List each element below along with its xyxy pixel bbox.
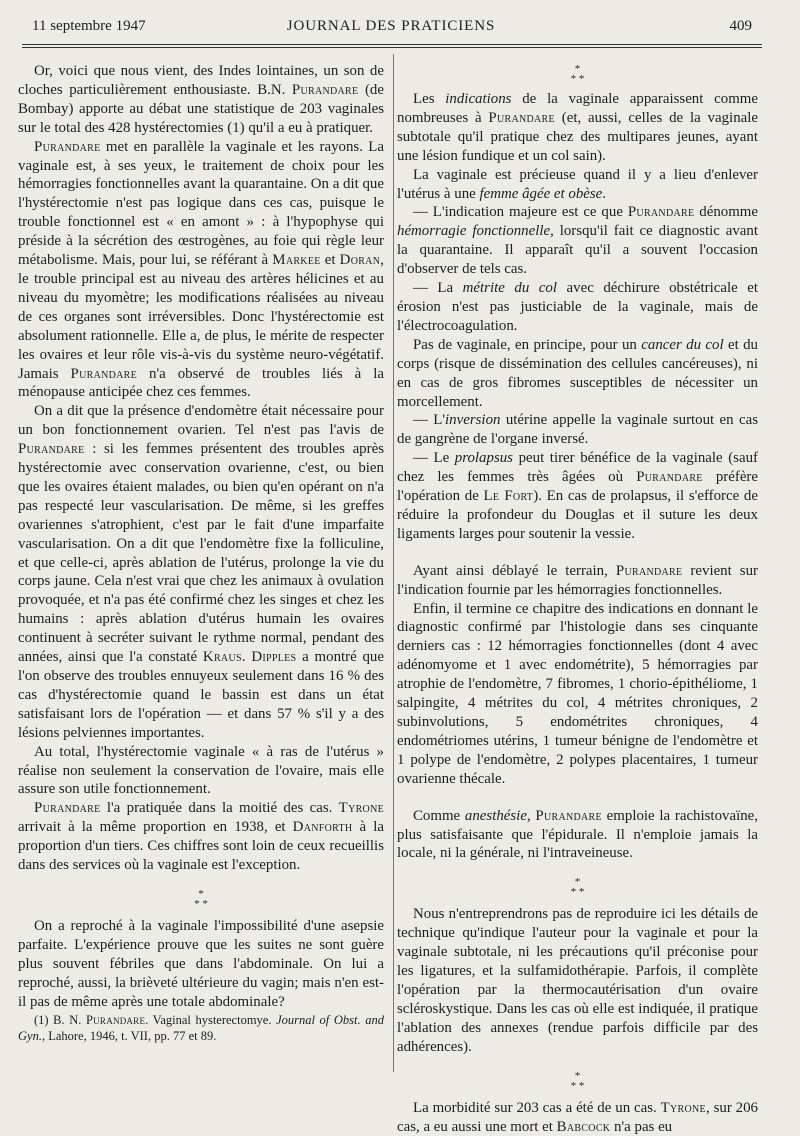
header-date: 11 septembre 1947 <box>32 18 146 34</box>
header-journal-title: JOURNAL DES PRATICIENS <box>286 18 496 34</box>
paragraph: La vaginale est précieuse quand il y a lieu d'enlever l'utérus à une femme âgée et obèse. <box>397 166 758 202</box>
paragraph: Nous n'entreprendrons pas de reproduire ici les détails de technique qu'indique l'auteur pour la vaginale et pour la vaginale subtotale, ni les précautions qu'il préconise pour les ligatures, et la sulfamidothérapie. Parfois, il complète l'opération par la thermocautérisation d'un ovaire scléroskystique. Dans les cas où elle est indiquée, il pratique l'ablation des annexes (rendue parfois difficile par des adhérences). <box>397 906 758 1055</box>
left-column <box>18 62 384 1044</box>
column-divider <box>393 54 394 1072</box>
paragraph: — L'inversion utérine appelle la vaginale surtout en cas de gangrène de l'organe inversé. <box>397 412 758 448</box>
right-column <box>397 63 758 1136</box>
paragraph: Pas de vaginale, en principe, pour un cancer du col et du corps (risque de dissémination des cellules cancéreuses), ni en cas de gros fibromes susceptibles de nécessiter un morcellement. <box>397 336 758 410</box>
section-separator-stars: * * * <box>194 887 208 910</box>
paragraph: Les indications de la vaginale apparaissent comme nombreuses à Purandare (et, aussi, celles de la vaginale subtotale qu'il pratique chez des multipares jeunes, ayant une lésion fundique et un col sain). <box>397 91 758 164</box>
section-separator-stars: * * * <box>570 1069 585 1092</box>
paragraph: On a dit que la présence d'endomètre était nécessaire pour un bon fonctionnement ovarien. Tel n'est pas l'avis de Purandare : si les femmes présentent des troubles après hystérectomie avec conservation ovarienne, c'est, ou bien que les ovaires étaient malades, ou bien qu'en opérant on n'a pas respecté leur vascularisation. De même, si les greffes ovariennes s'atrophient, c'est par le fait d'une imparfaite vascularisation. On a dit que l'endomètre fixe la folliculine, et que celle-ci, après ablation de l'utérus, prolonge la vie du corps jaune. Cela n'est vrai que chez les animaux à ovulation provoquée, et n'a pas été confirmé chez les singes et chez les humains : après ablation d'utérus humain les ovaires continuent à secréter suivant le rythme normal, pendant des années, ainsi que l'a constaté Kraus. Dipples a montré que l'on observe des troubles ennuyeux seulement dans 16 % des cas d'hystérectomie quand le bassin est dans un état satisfaisant lors de l'opération — et dans 57 % s'il y a des lésions pelviennes importantes. <box>18 403 384 741</box>
paragraph: On a reproché à la vaginale l'impossibilité d'une asepsie parfaite. L'expérience prouve que les suites ne sont guère plus souvent fébriles que dans l'abdominale. On lui a reproché, aussi, la brièveté ultérieure du vagin; mais n'en est-il pas de même après une totale abdominale? <box>18 917 384 1010</box>
paragraph: Purandare l'a pratiquée dans la moitié des cas. Tyrone arrivait à la même proportion en 1938, et Danforth à la proportion d'un tiers. Ces chiffres sont loin de ceux recueillis dans des services où la vaginale est l'exception. <box>18 800 384 874</box>
paragraph: Au total, l'hystérectomie vaginale « à ras de l'utérus » réalise non seulement la conservation de l'ovaire, mais elle assure son utile fonctionnement. <box>18 743 384 798</box>
paragraph: Comme anesthésie, Purandare emploie la rachistovaïne, plus satisfaisante que l'épidurale. Il n'emploie jamais la locale, ni la générale, ni l'intraveineuse. <box>397 807 758 862</box>
paragraph: Or, voici que nous vient, des Indes lointaines, un son de cloches particulièrement enthousiaste. B.N. Purandare (de Bombay) apporte au débat une statistique de 203 vaginales sur le total des 428 hystérectomies (1) qu'il a eu à pratiquer. <box>18 63 384 136</box>
paragraph: — L'indication majeure est ce que Purandare dénomme hémorragie fonctionnelle, lorsqu'il fait ce diagnostic avant la quarantaine. Il apparaît qu'il a souvent l'occasion d'observer de tels cas. <box>397 204 758 278</box>
page-header <box>28 14 754 44</box>
header-page-number: 409 <box>729 18 752 34</box>
paragraph: — La métrite du col avec déchirure obstétricale et érosion n'est pas justiciable de la vaginale, mais de l'électrocoagulation. <box>397 280 758 334</box>
section-separator-stars: * * * <box>570 63 585 85</box>
paragraph: Purandare met en parallèle la vaginale et les rayons. La vaginale est, à ses yeux, le traitement de choix pour les hémorragies fonctionnelles avant la quarantaine. On a dit que l'hystérectomie n'est pas logique dans ces cas, puisque le trouble fonctionnel est « en amont » : à l'hypophyse qui préside à la sécrétion des œstrogènes, au foie qui règle leur métabolisme. Mais, pour lui, se référant à Markee et Doran, le trouble principal est au niveau des artères hélicines et au niveau du myomètre; les modifications réalisées au niveau de ces organes sont irréversibles. Donc l'hystérectomie est absolument rationnelle. Elle a, de plus, le mérite de respecter les ovaires et leur rôle vis-à-vis du système neuro-végétatif. Jamais Purandare n'a observé de troubles liés à la ménopause anticipée chez ces femmes. <box>18 138 384 401</box>
section-separator-stars: * * * <box>570 876 585 899</box>
paragraph: La morbidité sur 203 cas a été de un cas. Tyrone, sur 206 cas, a eu aussi une mort et Babcock n'a pas eu <box>397 1099 758 1135</box>
header-rule <box>22 44 762 48</box>
paragraph: Enfin, il termine ce chapitre des indications en donnant le diagnostic confirmé par l'histologie dans ses cinquante derniers cas : 12 hémorragies fonctionnelles (dont 4 avec adénomyome et 1 avec endométrite), 5 hémorragies par atrophie de l'endomètre, 7 fibromes, 1 chorio-épithéliome, 1 salpingite, 4 métrites du col, 4 métrites chroniques, 2 subinvolutions, 5 endométrites chroniques, 4 endométriomes utérins, 1 tumeur bénigne de l'endomètre et 1 polype de l'endomètre, 2 polypes placentaires, 1 tumeur ovarienne thécale. <box>397 600 758 787</box>
paragraph: — Le prolapsus peut tirer bénéfice de la vaginale (sauf chez les femmes très âgées où Purandare préfère l'opération de Le Fort). En cas de prolapsus, il s'efforce de réduire la profondeur du Douglas et il suture les deux ligaments larges pour soutenir la vessie. <box>397 450 758 542</box>
footnote: (1) B. N. Purandare. Vaginal hysterectomye. Journal of Obst. and Gyn., Lahore, 1946, t. VII, pp. 77 et 89. <box>18 1012 384 1043</box>
paragraph: Ayant ainsi déblayé le terrain, Purandare revient sur l'indication fournie par les hémorragies fonctionnelles. <box>397 562 758 598</box>
